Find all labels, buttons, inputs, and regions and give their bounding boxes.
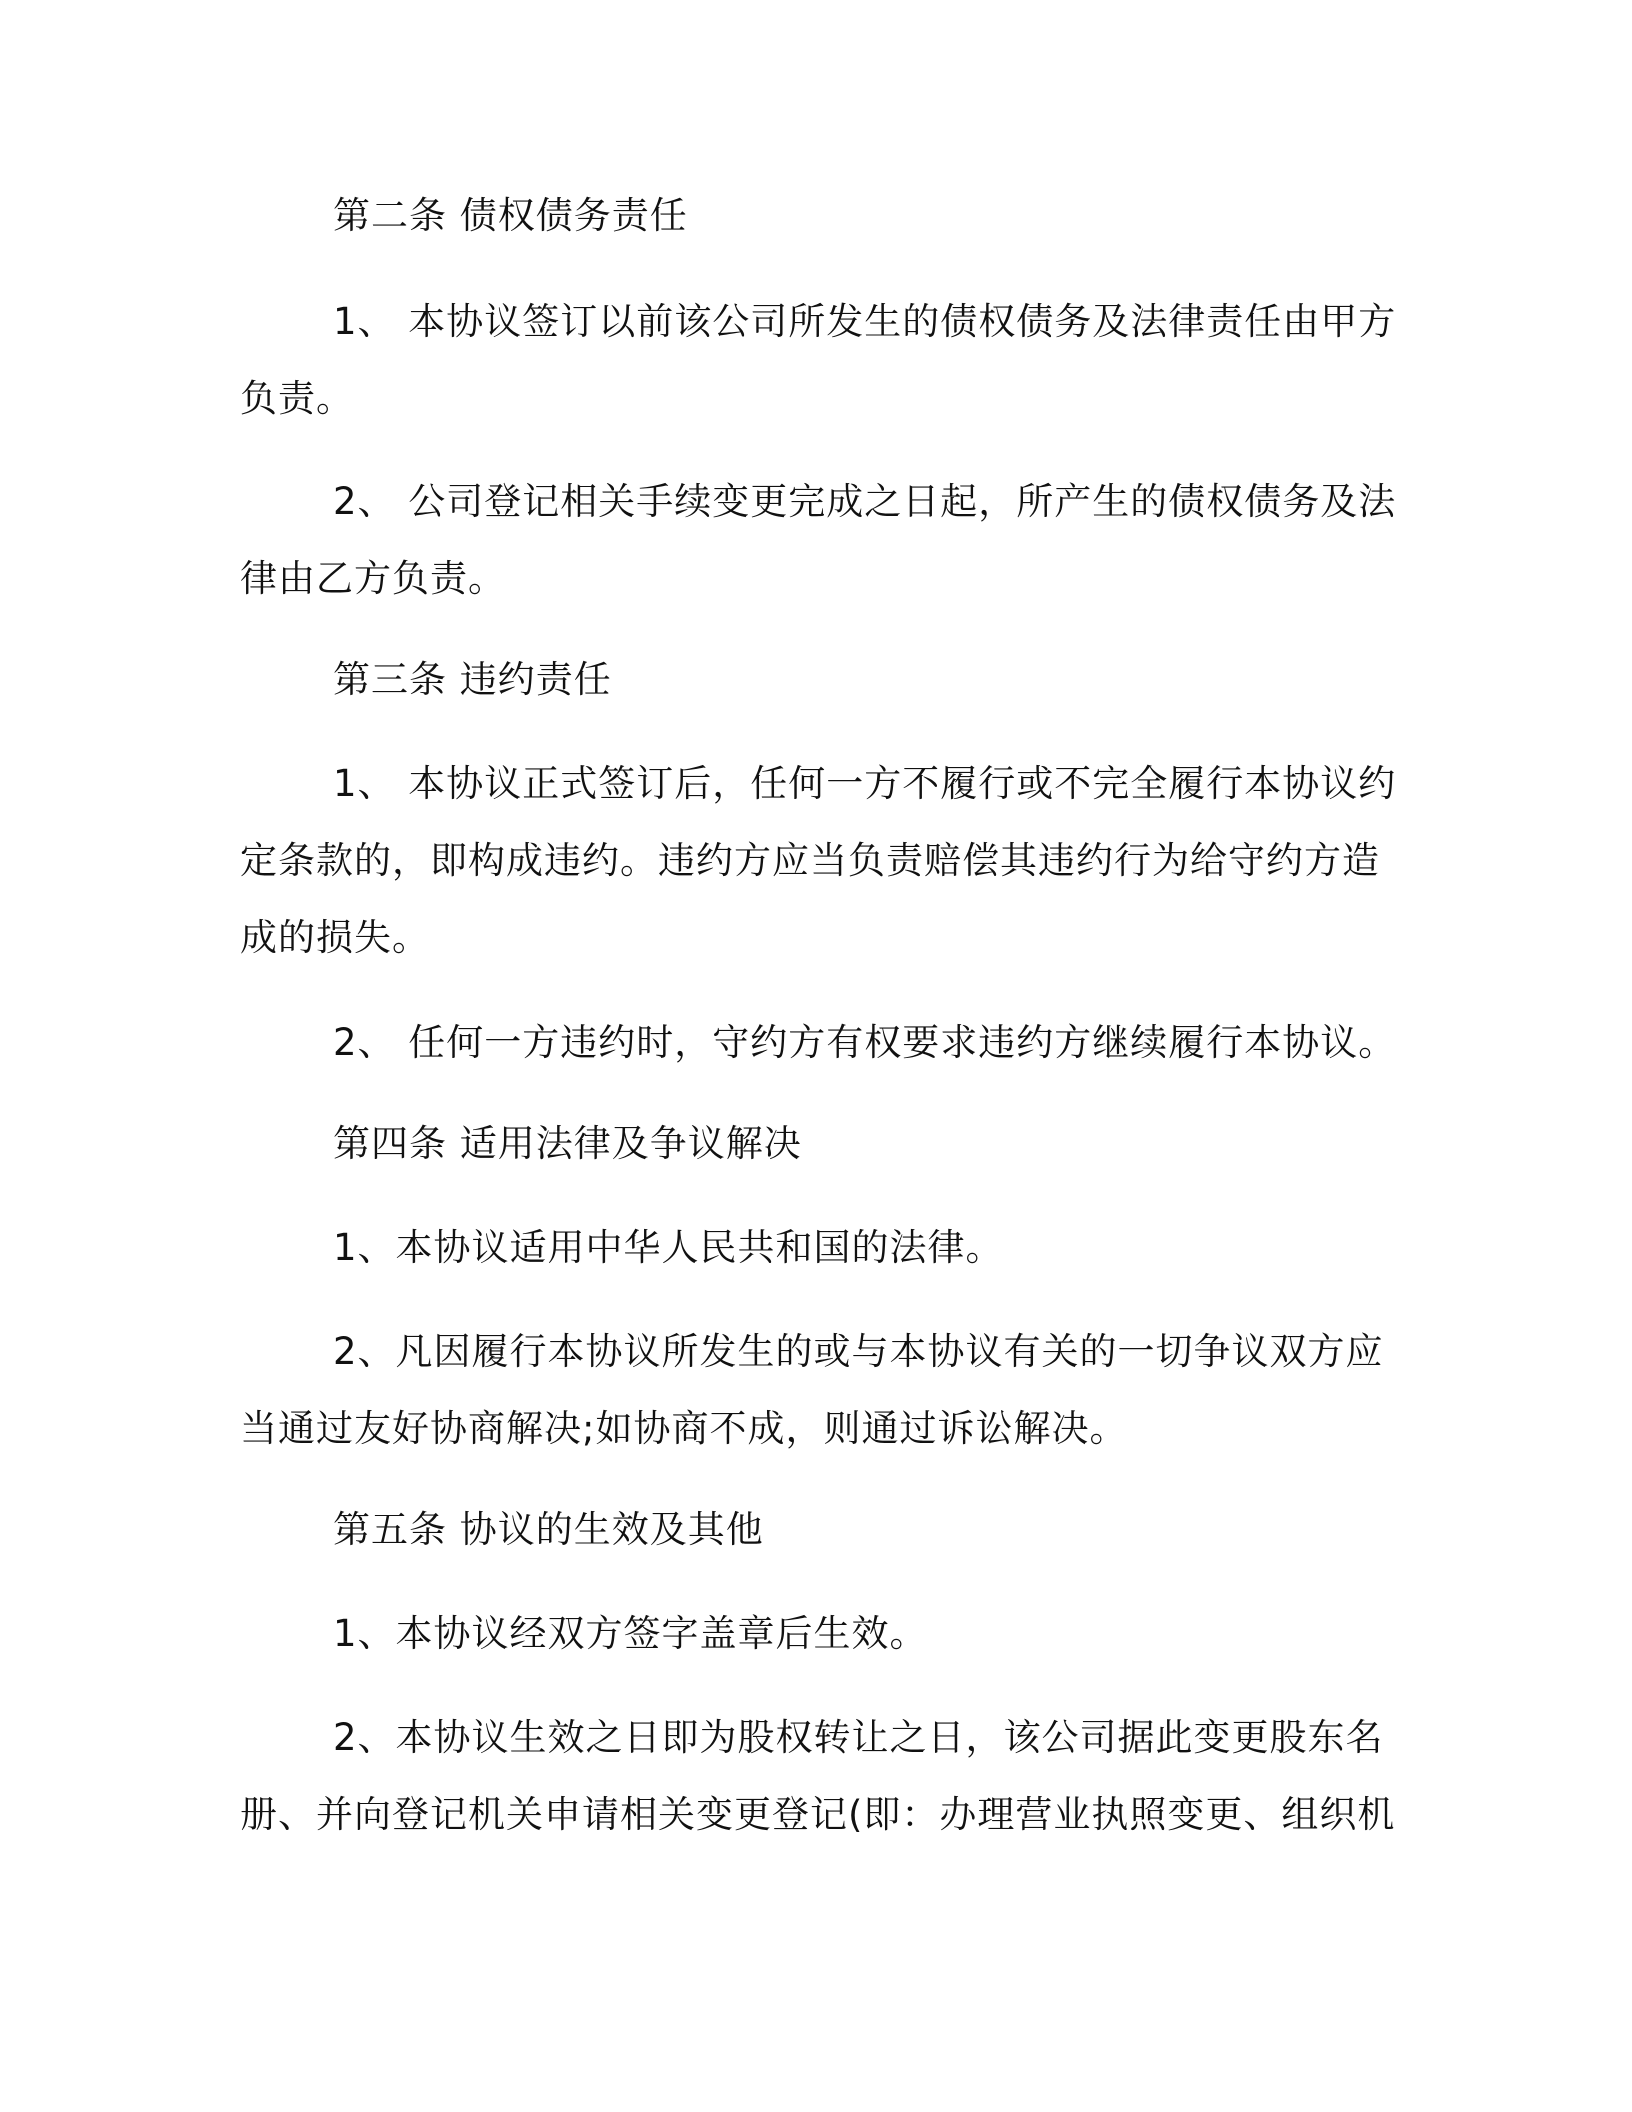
section-4-item-2-line-2: 当通过友好协商解决;如协商不成，则通过诉讼解决。 xyxy=(240,1407,1128,1450)
section-4-item-2-line-1: 2、凡因履行本协议所发生的或与本协议有关的一切争议双方应 xyxy=(333,1330,1384,1373)
section-5-heading: 第五条 协议的生效及其他 xyxy=(333,1508,764,1551)
section-4-heading: 第四条 适用法律及争议解决 xyxy=(333,1122,802,1165)
section-2-heading: 第二条 债权债务责任 xyxy=(333,194,688,237)
section-2-item-1-line-2: 负责。 xyxy=(240,377,354,420)
section-5-item-2-line-1: 2、本协议生效之日即为股权转让之日，该公司据此变更股东名 xyxy=(333,1716,1384,1759)
section-2-item-2-line-2: 律由乙方负责。 xyxy=(240,557,506,600)
section-2-item-1-line-1: 1、 本协议签订以前该公司所发生的债权债务及法律责任由甲方 xyxy=(333,300,1397,343)
section-3-heading: 第三条 违约责任 xyxy=(333,658,612,701)
section-4-item-1-line-1: 1、本协议适用中华人民共和国的法律。 xyxy=(333,1226,1004,1269)
section-3-item-2-line-1: 2、 任何一方违约时，守约方有权要求违约方继续履行本协议。 xyxy=(333,1021,1397,1064)
section-2-item-2-line-1: 2、 公司登记相关手续变更完成之日起，所产生的债权债务及法 xyxy=(333,480,1397,523)
section-3-item-1-line-3: 成的损失。 xyxy=(240,916,430,959)
section-3-item-1-line-1: 1、 本协议正式签订后，任何一方不履行或不完全履行本协议约 xyxy=(333,762,1397,805)
section-5-item-1-line-1: 1、本协议经双方签字盖章后生效。 xyxy=(333,1612,928,1655)
section-5-item-2-line-2: 册、并向登记机关申请相关变更登记(即：办理营业执照变更、组织机 xyxy=(240,1793,1396,1836)
section-3-item-1-line-2: 定条款的，即构成违约。违约方应当负责赔偿其违约行为给守约方造 xyxy=(240,839,1380,882)
